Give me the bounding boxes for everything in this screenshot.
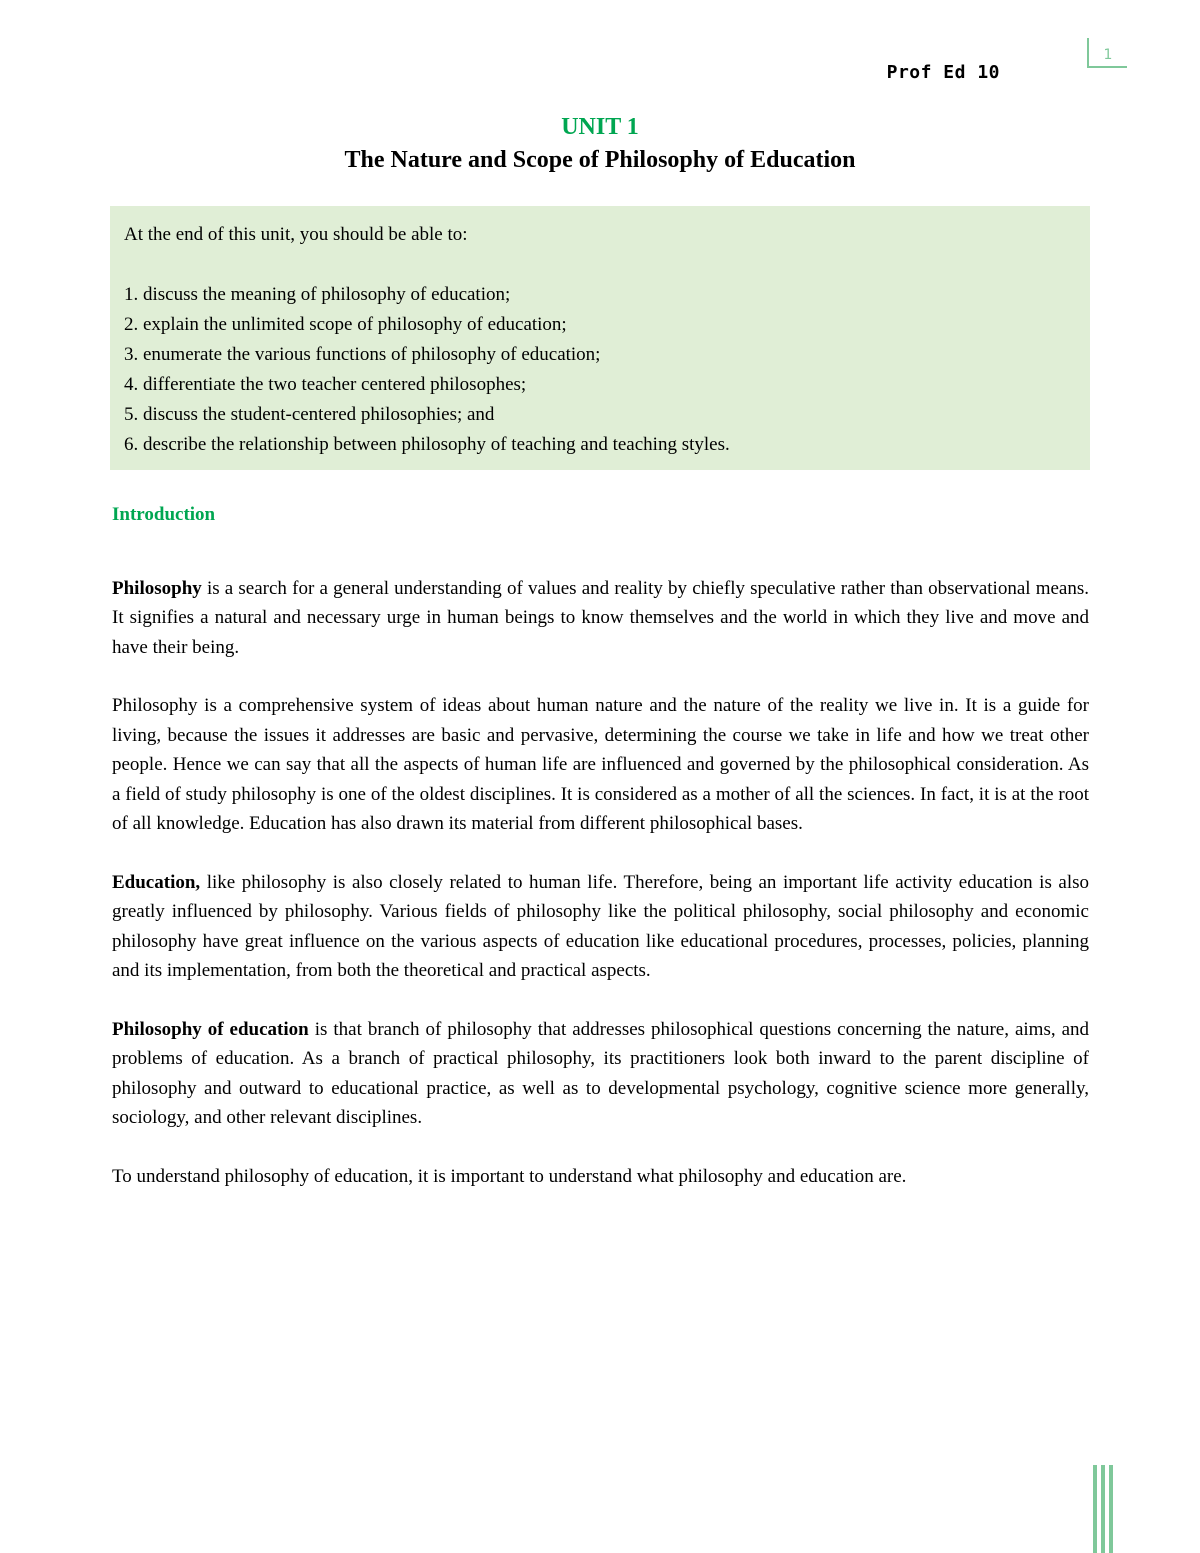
paragraph-text: To understand philosophy of education, it is important to understand what philosophy and education are. (112, 1165, 907, 1187)
footer-decoration (1093, 1465, 1115, 1553)
paragraph-philosophy-definition (112, 574, 1089, 663)
learning-objectives-box (110, 206, 1090, 470)
footer-bar (1101, 1465, 1105, 1553)
paragraph-education (112, 868, 1089, 986)
paragraph-text: Philosophy is a comprehensive system of ideas about human nature and the nature of the reality we live in. It is a guide for living, because the issues it addresses are basic and pervasive, determining the course we take in life and how we treat other people. Hence we can say that all the aspects of human life are influenced and governed by the philosophical consideration. As a field of study philosophy is one of the oldest disciplines. It is considered as a mother of all the sciences. In fact, it is at the root of all knowledge. Education has also drawn its material from different philosophical bases. (112, 695, 1089, 834)
page-number: 1 (1087, 38, 1127, 68)
unit-label: UNIT 1 (561, 114, 639, 140)
objective-item: 3. enumerate the various functions of philosophy of education; (124, 344, 601, 365)
objective-item: 5. discuss the student-centered philosophies; and (124, 404, 495, 425)
paragraph-text: is that branch of philosophy that addresses philosophical questions concerning the nature, aims, and problems of education. As a branch of practical philosophy, its practitioners look both inward to the parent discipline of philosophy and outward to educational practice, as well as to developmental psychology, cognitive science more generally, sociology, and other relevant disciplines. (112, 1018, 1089, 1128)
unit-title: The Nature and Scope of Philosophy of Education (344, 147, 856, 173)
section-heading-introduction: Introduction (112, 504, 216, 525)
paragraph-philosophy-of-education (112, 1015, 1089, 1133)
objective-item: 2. explain the unlimited scope of philosophy of education; (124, 314, 567, 335)
term-philosophy: Philosophy (112, 577, 202, 599)
objective-item: 4. differentiate the two teacher centered philosophes; (124, 374, 527, 395)
main-content (112, 500, 1089, 1220)
objectives-intro: At the end of this unit, you should be able to: (124, 224, 468, 245)
paragraph-philosophy-system (112, 691, 1089, 839)
paragraph-text: is a search for a general understanding of values and reality by chiefly speculative rather than observational means. It signifies a natural and necessary urge in human beings to know themselves and the world in which they live and move and have their being. (112, 577, 1089, 658)
footer-bar (1093, 1465, 1097, 1553)
paragraph-text: like philosophy is also closely related to human life. Therefore, being an important life activity education is also greatly influenced by philosophy. Various fields of philosophy like the political philosophy, social philosophy and economic philosophy have great influence on the various aspects of education like educational procedures, processes, policies, planning and its implementation, from both the theoretical and practical aspects. (112, 871, 1089, 981)
objective-item: 1. discuss the meaning of philosophy of education; (124, 284, 511, 305)
footer-bar (1109, 1465, 1113, 1553)
term-education: Education, (112, 871, 201, 893)
paragraph-conclusion (112, 1162, 1089, 1192)
term-philosophy-of-education: Philosophy of education (112, 1018, 309, 1040)
objective-item: 6. describe the relationship between philosophy of teaching and teaching styles. (124, 434, 730, 455)
running-header: Prof Ed 10 (886, 62, 1000, 83)
objectives-list (124, 280, 1076, 460)
